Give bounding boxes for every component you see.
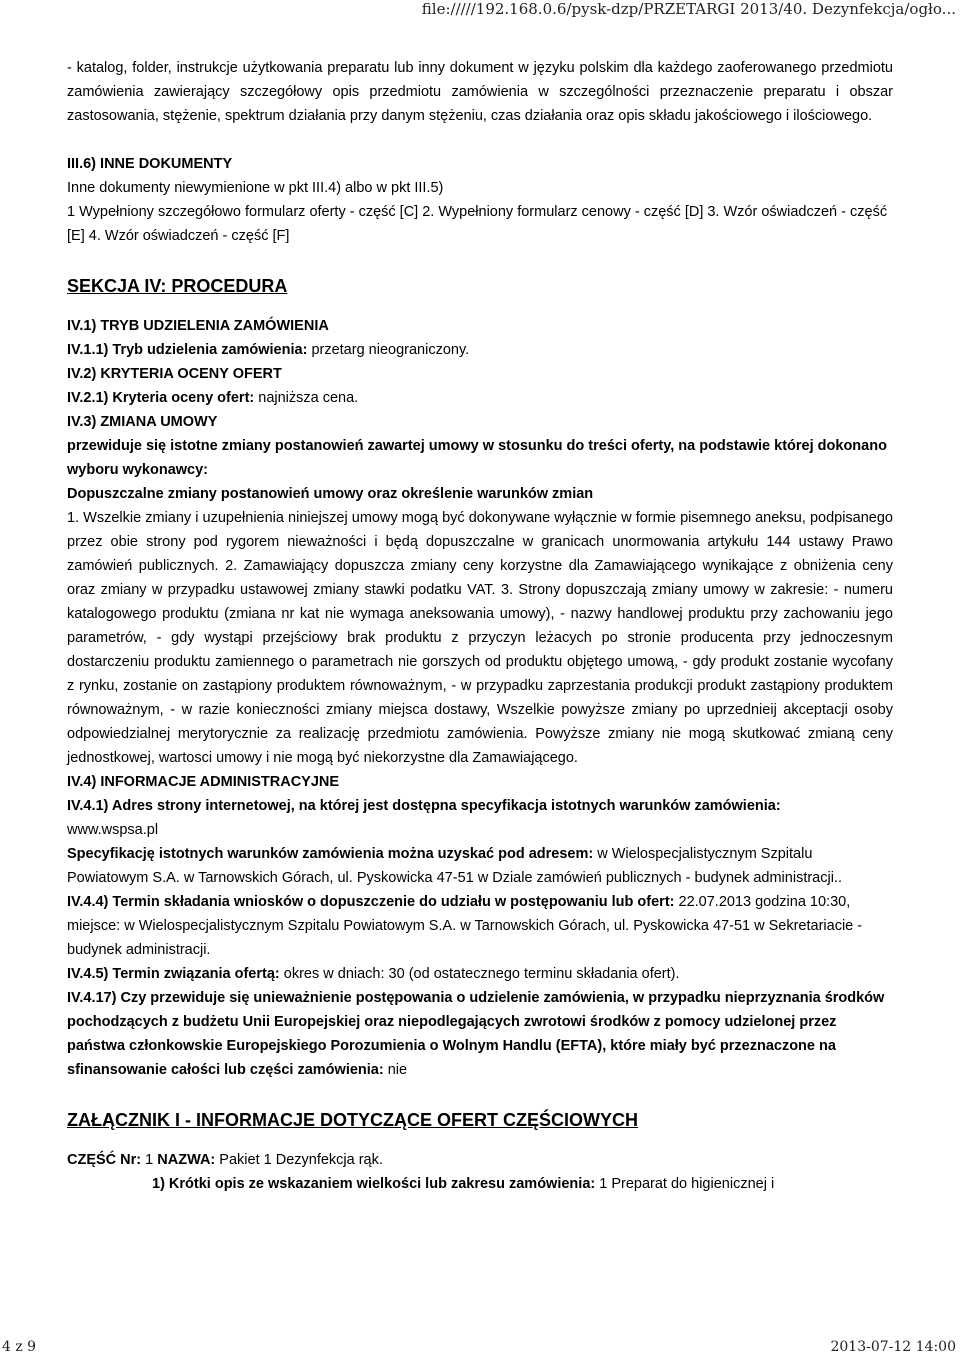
iv3-heading: IV.3) ZMIANA UMOWY — [67, 414, 218, 430]
iv417-label: IV.4.17) Czy przewiduje się unieważnienie postępowania o udzielenie zamówienia, w przypadku nieprzyznania środków pochodzących z budżetu Unii Europejskiej oraz niepodlegających zwrotowi środków z pomocy udzielonej przez państwa członkowskie Europejskiego Porozumienia o Wolnym Handlu (EFTA), które miały być przeznaczone na sfinansowanie całości lub części zamówienia: — [67, 990, 885, 1078]
iv11-label: IV.1.1) Tryb udzielenia zamówienia: — [67, 342, 308, 358]
section-iii6-line2: 1 Wypełniony szczegółowo formularz oferty - część [C] 2. Wypełniony formularz cenowy - część [D] 3. Wzór oświadczeń - część [E] 4. Wzór oświadczeń - część [F] — [67, 204, 888, 244]
part-name-label: NAZWA: — [157, 1152, 216, 1168]
part-name-value: Pakiet 1 Dezynfekcja rąk. — [219, 1152, 383, 1168]
iv21-label: IV.2.1) Kryteria oceny ofert: — [67, 390, 255, 406]
iv41-url: www.wspsa.pl — [67, 822, 159, 838]
iv45-value: okres w dniach: 30 (od ostatecznego terminu składania ofert). — [283, 966, 680, 982]
iv44-label: IV.4.4) Termin składania wniosków o dopuszczenie do udziału w postępowaniu lub ofert: — [67, 894, 675, 910]
iv3-subheading: Dopuszczalne zmiany postanowień umowy oraz określenie warunków zmian — [67, 486, 594, 502]
section-iv-title: SEKCJA IV: PROCEDURA — [67, 276, 288, 296]
iv44-line — [67, 890, 893, 962]
iv2-heading: IV.2) KRYTERIA OCENY OFERT — [67, 366, 282, 382]
siwz-label: Specyfikację istotnych warunków zamówienia można uzyskać pod adresem: — [67, 846, 594, 862]
section-iii6-line1: Inne dokumenty niewymienione w pkt III.4) albo w pkt III.5) — [67, 180, 444, 196]
iv21-value: najniższa cena. — [258, 390, 359, 406]
annex-title: ZAŁĄCZNIK I - INFORMACJE DOTYCZĄCE OFERT CZĘŚCIOWYCH — [67, 1110, 638, 1130]
part-number-value: 1 — [145, 1152, 154, 1168]
part-item-value: 1 Preparat do higienicznej i — [599, 1176, 775, 1192]
page-counter: 4 z 9 — [2, 1339, 37, 1355]
iv45-label: IV.4.5) Termin związania ofertą: — [67, 966, 280, 982]
part-item-label: 1) Krótki opis ze wskazaniem wielkości lub zakresu zamówienia: — [152, 1176, 596, 1192]
iv44-value: 22.07.2013 godzina 10:30, miejsce: w Wielospecjalistycznym Szpitalu Powiatowym S.A. w Tarnowskich Górach, ul. Pyskowicka 47-51 w Sekretariacie - budynek administracji. — [67, 894, 863, 958]
iv417-value: nie — [387, 1062, 408, 1078]
part-line — [67, 1148, 893, 1172]
siwz-line — [67, 842, 893, 890]
iv3-statement: przewiduje się istotne zmiany postanowień zawartej umowy w stosunku do treści oferty, na podstawie której dokonano wyboru wykonawcy: — [67, 438, 887, 478]
iv45-line — [67, 962, 893, 986]
intro-paragraph: - katalog, folder, instrukcje użytkowania preparatu lub inny dokument w języku polskim dla każdego zaoferowanego przedmiotu zamówienia zawierający szczegółowy opis przedmiotu zamówienia w szczególności przeznaczenie preparatu i obszar zastosowania, stężenie, spektrum działania przy danym stężeniu, czas działania oraz opis składu jakościowego i ilościowego. — [67, 60, 893, 124]
siwz-value: w Wielospecjalistycznym Szpitalu Powiatowym S.A. w Tarnowskich Górach, ul. Pyskowicka 47-51 w Dziale zamówień publicznych - budynek administracji.. — [67, 846, 842, 886]
iv417-line — [67, 986, 893, 1082]
part-item-line — [67, 1172, 893, 1196]
iv3-body: 1. Wszelkie zmiany i uzupełnienia niniejszej umowy mogą być dokonywane wyłącznie w formie pisemnego aneksu, podpisanego przez obie strony pod rygorem nieważności i będą dopuszczalne w granicach unormowania artykułu 144 ustawy Prawo zamówień publicznych. 2. Zamawiający dopuszcza zmiany ceny korzystne dla Zamawiającego wynikające z obniżenia ceny oraz zmiany w przypadku ustawowej zmiany stawki podatku VAT. 3. Strony dopuszczają zmiany umowy w zakresie: - numeru katalogowego produktu (zmiana nr kat nie wymaga aneksowania umowy), - nazwy handlowej produktu przy zachowaniu jego parametrów, - gdy wystąpi przejściowy brak produktu z przyczyn leżacych po stronie producenta przy jednoczesnym dostarczeniu produktu zamiennego o parametrach nie gorszych od produktu objętego umową, - gdy produkt zostanie wycofany z rynku, zostanie on zastąpiony produktem równoważnym, - w przypadku zaprzestania produkcji produkt zastąpiony produktem równoważnym, - w razie konieczności zmiany miejsca dostawy, Wszelkie powyższe zmiany po uprzednieij akceptacji osoby odpowiedzialnej merytorycznie za realizację przedmiotu zamówienia. Powyższe zmiany nie mogą skutkować zmianą ceny jednostkowej, wartosci umowy i nie mogą być niekorzystne dla Zamawiającego. — [67, 510, 893, 766]
iv41-label: IV.4.1) Adres strony internetowej, na której jest dostępna specyfikacja istotnych warunków zamówienia: — [67, 798, 781, 814]
section-iii6-heading: III.6) INNE DOKUMENTY — [67, 156, 233, 172]
iv11-line — [67, 338, 893, 362]
iv21-line — [67, 386, 893, 410]
print-header-url: file://///192.168.0.6/pysk-dzp/PRZETARGI 2013/40. Dezynfekcja/ogło... — [421, 0, 956, 18]
part-number-label: CZĘŚĆ Nr: — [67, 1152, 142, 1168]
document-body — [67, 56, 893, 1196]
iv4-heading: IV.4) INFORMACJE ADMINISTRACYJNE — [67, 774, 340, 790]
print-datetime: 2013-07-12 14:00 — [830, 1339, 956, 1355]
iv1-heading: IV.1) TRYB UDZIELENIA ZAMÓWIENIA — [67, 318, 329, 334]
iv11-value: przetarg nieograniczony. — [311, 342, 470, 358]
